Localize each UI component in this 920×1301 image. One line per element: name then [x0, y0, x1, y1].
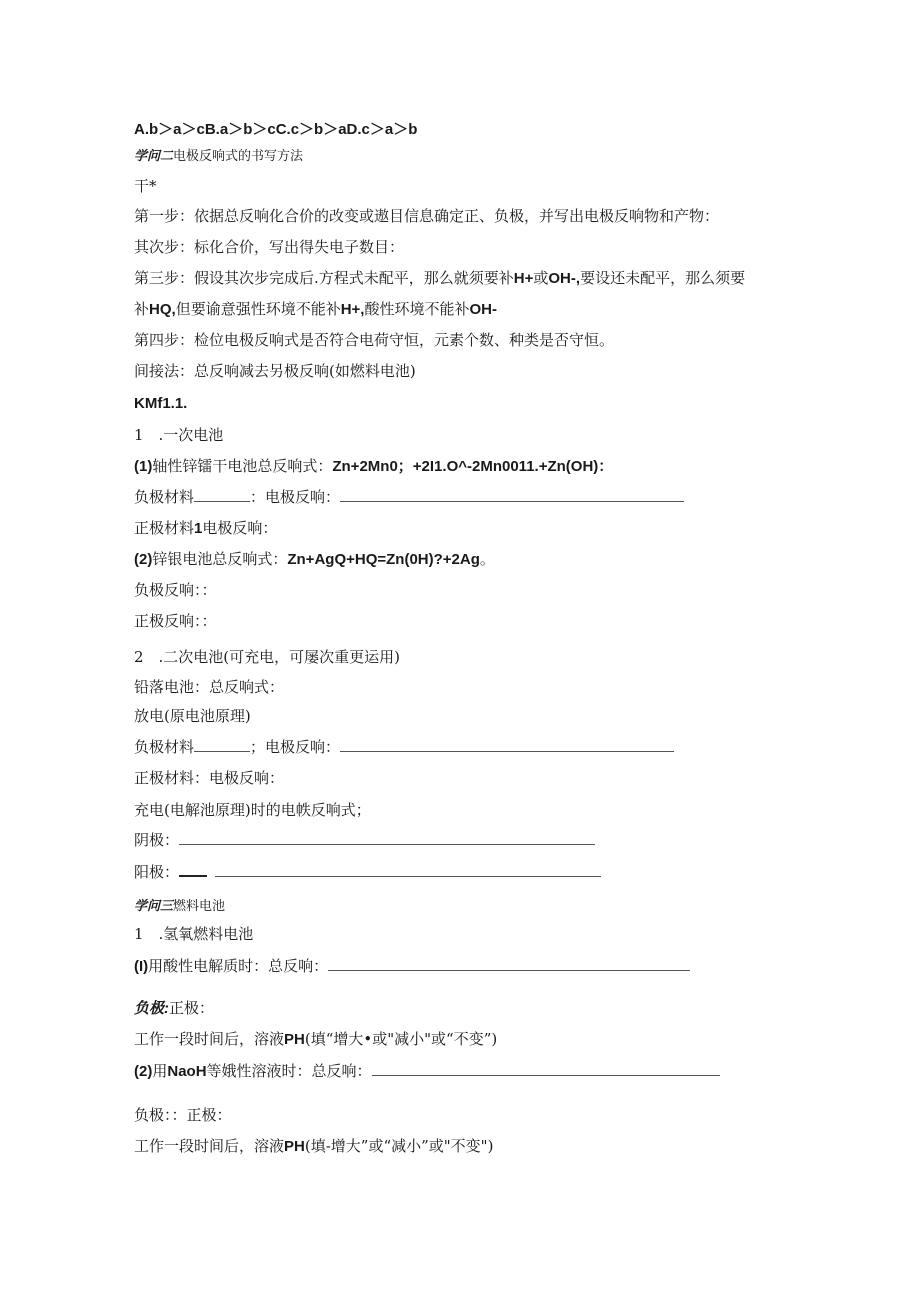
step-one: 第一步：依据总反响化合价的改变或遨目信息确定正、负极，并写出电极反响物和产物：: [134, 207, 720, 225]
acidic-electrolyte-line: [134, 956, 690, 977]
answer-blank[interactable]: [372, 1061, 720, 1076]
text: 酸性环境不能补: [364, 300, 470, 318]
positive-reaction-line: 正极反响：：: [134, 612, 217, 630]
ph-question-line-2: [134, 1136, 493, 1157]
negative-reaction-line: 负极反响：：: [134, 581, 217, 599]
negative-material-line-2: [134, 737, 674, 757]
cathode-line: [134, 830, 595, 850]
answer-blank[interactable]: [194, 487, 250, 502]
positive-material-line-2: 正极材料：电极反响：: [134, 769, 285, 787]
item-number: (1): [134, 458, 153, 475]
formula: OH-,: [548, 270, 581, 287]
discharge-line: 放电(原电池原理): [134, 707, 251, 725]
text: 补: [134, 300, 150, 318]
step-four: 第四步：检位电极反响式是否符合电荷守恒，元素个数、种类是否守恒。: [134, 331, 615, 349]
formula: Zn+AgQ+HQ=Zn(0H)?+2Ag: [287, 551, 480, 568]
formula: Zn+2Mn0；+2I1.O^-2Mn0011.+Zn(OH)：: [332, 458, 614, 475]
negative-positive-line-2: 负极：：正极：: [134, 1106, 232, 1124]
text: 电极反响：: [202, 519, 278, 537]
ph-question-line: [134, 1029, 497, 1050]
text: ：电极反响：: [250, 488, 341, 506]
lead-battery-line: 铅落电池：总反响式：: [134, 678, 285, 696]
text: 轴性锌镭干电池总反响式：: [152, 457, 333, 475]
basic-electrolyte-line: [134, 1061, 720, 1082]
section-heading: [134, 146, 303, 166]
choice-line: A.b＞a＞cB.a＞b＞cC.c＞b＞aD.c＞a＞b: [134, 121, 418, 138]
text: 用酸性电解质时：总反响：: [148, 957, 329, 975]
answer-blank[interactable]: [194, 737, 250, 752]
item-number: (2): [134, 551, 153, 568]
step-three-text: 要设还未配平，那么须要: [580, 269, 746, 287]
text: (填-增大”或“减小”或"不变"): [304, 1137, 494, 1155]
formula: NaoH: [167, 1063, 207, 1080]
alkaline-battery-line: [134, 456, 613, 477]
answer-blank[interactable]: [340, 737, 674, 752]
answer-blank[interactable]: [215, 862, 601, 877]
positive-material-line: [134, 518, 277, 539]
step-three-text: 第三步：假设其次步完成后.方程式未配平，那么就须要补: [134, 269, 514, 287]
step-three-text: 或: [533, 269, 549, 287]
silver-battery-line: [134, 549, 495, 570]
gan-line: 干*: [134, 177, 157, 195]
section-heading-text: 燃料电池: [173, 898, 226, 913]
formula: PH: [284, 1138, 305, 1155]
section-heading: [134, 896, 225, 916]
text: 锌银电池总反响式：: [152, 550, 288, 568]
kmf-heading: KMf1.1.: [134, 395, 188, 412]
text: 工作一段时间后，溶液: [134, 1030, 285, 1048]
indirect-method: 间接法：总反响减去另极反响(如燃料电池): [134, 362, 416, 380]
negative-material-line: [134, 487, 684, 507]
text: 阴极：: [134, 831, 180, 849]
answer-blank[interactable]: [179, 830, 595, 845]
text: 但要谕意强性环境不能补: [175, 300, 341, 318]
item-number: (2): [134, 1063, 153, 1080]
formula: HQ,: [149, 301, 176, 318]
primary-battery-heading: 1 .一次电池: [134, 426, 224, 444]
text: (填“增大•或"减小"或“不变”): [304, 1030, 498, 1048]
answer-blank[interactable]: [179, 861, 207, 877]
text: 正极：: [169, 999, 215, 1017]
section-heading-bold: 学问三: [134, 898, 174, 913]
step-two: 其次步：标化合价，写出得失电子数目：: [134, 238, 405, 256]
text: 阳极：: [134, 863, 180, 881]
hydrogen-battery-heading: 1 .氢氧燃料电池: [134, 925, 254, 943]
formula: H+: [513, 270, 534, 287]
text: 用: [152, 1062, 168, 1080]
charge-line: 充电(电解池原理)时的电帙反响式；: [134, 801, 371, 819]
formula: PH: [284, 1031, 305, 1048]
step-three: [134, 268, 745, 289]
text: 负极材料: [134, 488, 195, 506]
anode-line: [134, 861, 601, 882]
text: 1: [194, 520, 203, 537]
section-heading-text: 电极反响式的书写方法: [173, 148, 304, 163]
section-heading-bold: 学问二: [134, 148, 174, 163]
text: 等娥性溶液时：总反响：: [206, 1062, 372, 1080]
formula: OH-: [469, 301, 497, 318]
formula: H+,: [340, 301, 365, 318]
secondary-battery-heading: 2 .二次电池(可充电，可屡次重更运用): [134, 648, 401, 666]
answer-blank[interactable]: [340, 487, 684, 502]
text: 正极材料: [134, 519, 195, 537]
negative-positive-line: [134, 998, 214, 1019]
step-three-continued: [134, 299, 497, 320]
text: 负极:: [134, 1000, 169, 1017]
text: 工作一段时间后，溶液: [134, 1137, 285, 1155]
text: 负极材料: [134, 738, 195, 756]
item-number: (I): [134, 958, 149, 975]
answer-blank[interactable]: [328, 956, 690, 971]
text: ；电极反响：: [250, 738, 341, 756]
text: 。: [479, 550, 495, 568]
